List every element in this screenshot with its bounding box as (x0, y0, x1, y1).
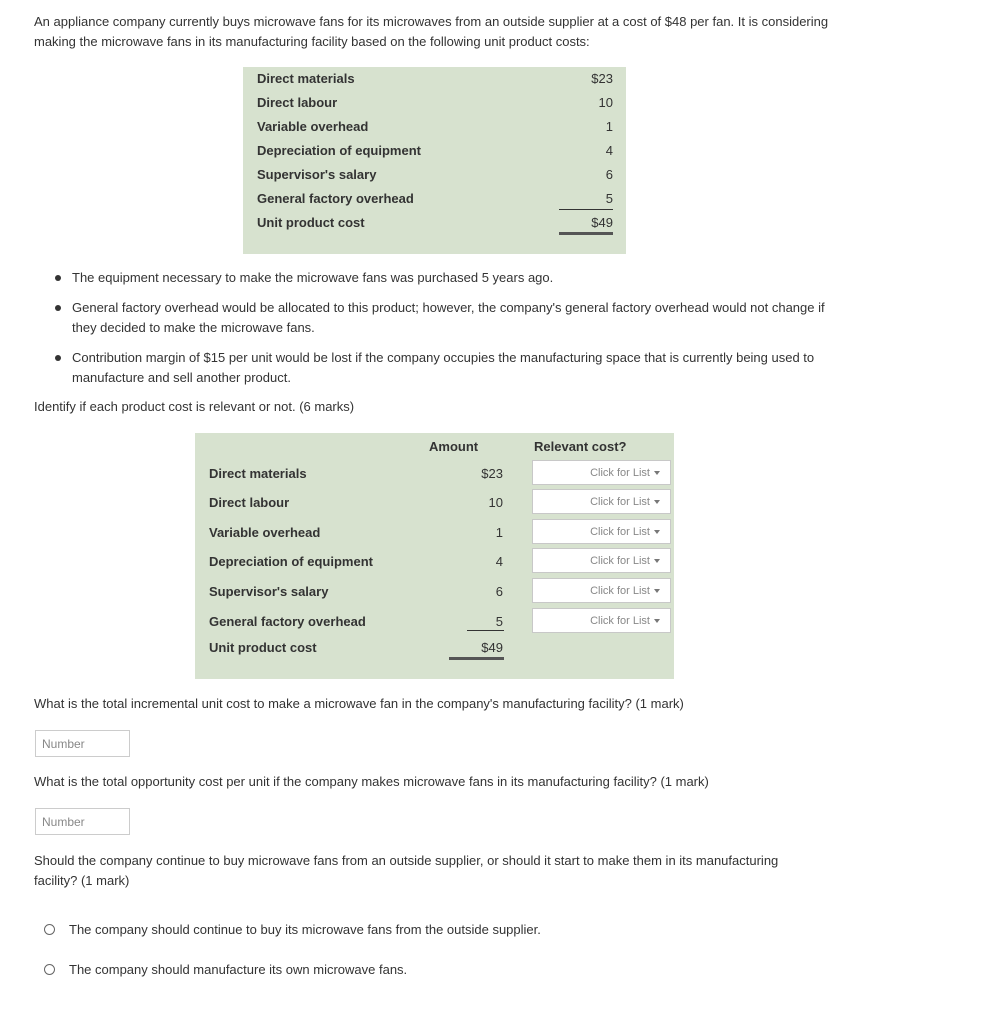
bullet-icon (55, 355, 61, 361)
row-label: Depreciation of equipment (209, 554, 373, 569)
chevron-down-icon (654, 589, 660, 593)
cost-label: Supervisor's salary (257, 167, 377, 182)
identify-prompt: Identify if each product cost is relevant or not. (6 marks) (34, 399, 355, 414)
row-amount: 5 (495, 614, 503, 629)
double-underline (559, 232, 613, 235)
option-label: The company should continue to buy its microwave fans from the outside supplier. (69, 922, 541, 937)
relevance-select[interactable]: Click for List (532, 489, 671, 514)
cost-value: 5 (605, 191, 613, 206)
total-underline (467, 630, 504, 631)
amount-header: Amount (429, 439, 479, 454)
chevron-down-icon (654, 500, 660, 504)
radio-button[interactable] (44, 924, 55, 935)
cost-row (257, 187, 613, 211)
cost-label: Direct labour (257, 95, 338, 110)
row-amount: 4 (495, 554, 503, 569)
cost-label: Variable overhead (257, 119, 369, 134)
row-amount: 1 (495, 525, 503, 540)
cost-row-total (257, 211, 613, 235)
row-label: Supervisor's salary (209, 584, 329, 599)
cost-value: $23 (591, 71, 613, 86)
total-underline (559, 209, 613, 210)
cost-value: 6 (605, 167, 613, 182)
list-item: The equipment necessary to make the microwave fans was purchased 5 years ago. (52, 268, 852, 288)
double-underline (449, 657, 504, 660)
table-row (209, 519, 664, 547)
relevance-select[interactable]: Click for List (532, 578, 671, 603)
relevance-select[interactable]: Click for List (532, 460, 671, 485)
row-label: Direct materials (209, 466, 307, 481)
question-make-or-buy: Should the company continue to buy microwave fans from an outside supplier, or should it start to make them in its manufacturing facility? (1 mark) (34, 853, 779, 888)
bullet-icon (55, 305, 61, 311)
relevance-select[interactable]: Click for List (532, 548, 671, 573)
radio-button[interactable] (44, 964, 55, 975)
chevron-down-icon (654, 471, 660, 475)
unit-cost-table (243, 67, 626, 254)
question-opportunity-cost: What is the total opportunity cost per unit if the company makes microwave fans in its manufacturing facility? (1 mark) (34, 774, 709, 789)
table-row-total (209, 634, 664, 662)
cost-row (257, 163, 613, 187)
intro-text: An appliance company currently buys microwave fans for its microwaves from an outside supplier at a cost of $48 per fan. It is considering making the microwave fans in its manufacturing facility based on the following unit product costs: (34, 14, 829, 49)
bullet-icon (55, 275, 61, 281)
table-row (209, 460, 664, 488)
table-row (209, 608, 664, 636)
facts-list (52, 268, 852, 398)
relevant-header: Relevant cost? (534, 439, 627, 454)
list-item: General factory overhead would be allocated to this product; however, the company's general factory overhead would not change if they decided to make the microwave fans. (52, 298, 852, 338)
question-incremental-cost: What is the total incremental unit cost to make a microwave fan in the company's manufacturing facility? (1 mark) (34, 696, 684, 711)
cost-row (257, 91, 613, 115)
cost-value: $49 (591, 215, 613, 230)
chevron-down-icon (654, 559, 660, 563)
cost-label: Direct materials (257, 71, 355, 86)
opportunity-cost-input[interactable] (35, 808, 130, 835)
option-buy[interactable] (44, 922, 541, 937)
row-amount: 10 (488, 495, 503, 510)
chevron-down-icon (654, 619, 660, 623)
table-row (209, 489, 664, 517)
relevance-table (195, 433, 674, 679)
table-row (209, 578, 664, 606)
cost-label: Unit product cost (257, 215, 365, 230)
incremental-cost-input[interactable] (35, 730, 130, 757)
cost-value: 1 (605, 119, 613, 134)
cost-label: Depreciation of equipment (257, 143, 421, 158)
row-amount: 6 (495, 584, 503, 599)
list-item: Contribution margin of $15 per unit would be lost if the company occupies the manufacturing space that is currently being used to manufacture and sell another product. (52, 348, 852, 388)
row-label: Unit product cost (209, 640, 317, 655)
relevance-select[interactable]: Click for List (532, 519, 671, 544)
table-row (209, 548, 664, 576)
relevance-select[interactable]: Click for List (532, 608, 671, 633)
row-label: Direct labour (209, 495, 290, 510)
chevron-down-icon (654, 530, 660, 534)
cost-label: General factory overhead (257, 191, 414, 206)
row-amount: $49 (481, 640, 503, 655)
cost-row (257, 67, 613, 91)
row-label: Variable overhead (209, 525, 321, 540)
cost-value: 4 (605, 143, 613, 158)
option-label: The company should manufacture its own microwave fans. (69, 962, 408, 977)
option-make[interactable] (44, 962, 407, 977)
row-label: General factory overhead (209, 614, 366, 629)
cost-row (257, 139, 613, 163)
cost-row (257, 115, 613, 139)
row-amount: $23 (481, 466, 503, 481)
cost-value: 10 (598, 95, 613, 110)
